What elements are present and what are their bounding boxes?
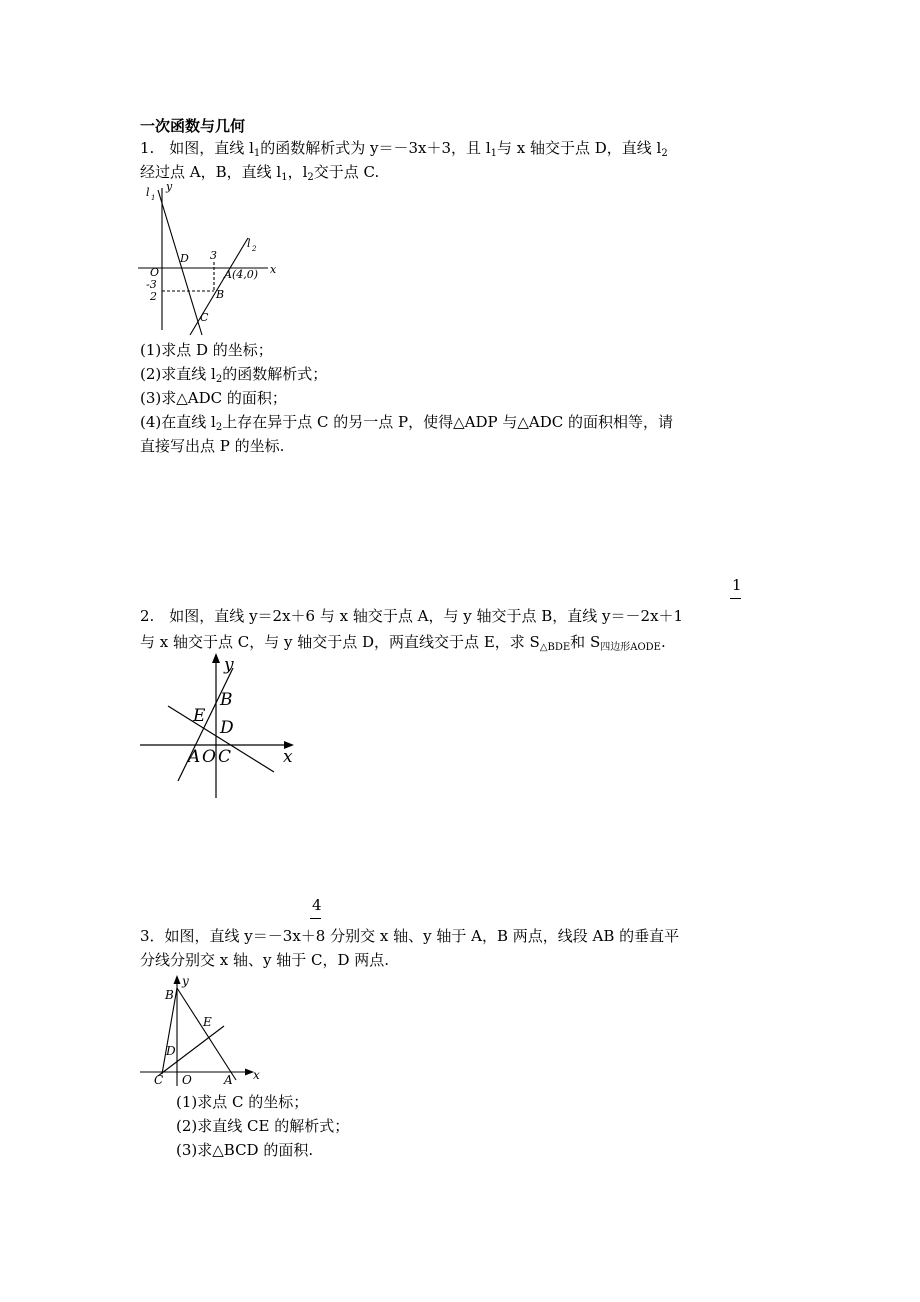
label-l1-sub: 1 [151,194,156,202]
problem-1-q1: (1)求点 D 的坐标； [140,341,273,359]
problem-3-line-2: 分线分别交 x 轴、y 轴于 C，D 两点. [140,951,390,969]
problem-3-q2: (2)求直线 CE 的解析式； [176,1117,350,1135]
label-x: x [253,1068,260,1082]
label-3: 3 [210,249,217,262]
problem-3-frac-num: 4 [312,896,322,914]
line-AB [177,988,236,1080]
label-A-coord: (4,0) [232,268,259,281]
label-E: E [193,706,206,726]
label-l1: l [146,186,150,199]
label-l2: l [247,237,251,250]
figure-1 [136,180,286,340]
label-E: E [203,1015,212,1029]
problem-1-q3: (3)求△ADC 的面积； [140,389,287,407]
label-D: D [220,718,234,738]
label-x: x [270,263,277,276]
problem-2-frac-num: 1 [732,576,742,594]
label-A: A [224,1073,233,1087]
label-A: A [224,268,232,281]
problem-2-frac-bar [730,598,741,599]
problem-2-line-2: 与 x 轴交于点 C，与 y 轴交于点 D，两直线交于点 E，求 $S_{\triangle BDE}$和 $S_{四边形AODE}$. [140,633,666,653]
y-axis-arrow [212,653,220,663]
problem-1-line-1: 1. 如图，直线 $l_1$的函数解析式为 y＝－3x＋3，且 $l_1$与 x 轴交于点 D，直线 $l_2$ [140,139,668,159]
problem-1-q2: (2)求直线 $l_2$的函数解析式； [140,365,328,385]
problem-1-q4-a: (4)在直线 $l_2$上存在异于点 C 的另一点 P，使得△ADP 与△ADC 的面积相等，请 [140,413,673,433]
label-x: x [283,747,293,767]
problem-2-line-1: 2. 如图，直线 y＝2x＋6 与 x 轴交于点 A，与 y 轴交于点 B，直线 y＝－2x＋1 [140,607,684,625]
label-B: B [216,288,225,301]
label-O: O [202,747,216,767]
label-y: y [224,655,234,675]
figure-3 [136,968,266,1090]
problem-3-line-1: 3．如图，直线 y＝－3x＋8 分别交 x 轴、y 轴于 A，B 两点，线段 AB 的垂直平 [140,927,680,945]
figure-2 [136,648,306,803]
section-heading: 一次函数与几何 [140,117,246,135]
problem-3-q3: (3)求△BCD 的面积. [176,1141,314,1159]
label-minus3-den: 2 [150,290,157,303]
problem-1-line-2: 经过点 A，B，直线 $l_1$，$l_2$交于点 C. [140,163,380,183]
label-B: B [220,690,233,710]
label-O: O [150,266,160,279]
problem-3-frac-bar [310,918,321,919]
label-minus3-num: -3 [146,278,157,291]
label-O: O [182,1073,192,1087]
label-D: D [166,1044,176,1058]
label-y: y [182,974,189,988]
label-A: A [188,747,201,767]
label-l2-sub: 2 [252,245,257,253]
y-axis-arrow [174,975,181,984]
line-l2 [190,238,248,335]
label-C: C [200,311,209,324]
problem-1-q4-b: 直接写出点 P 的坐标. [140,437,285,455]
label-B: B [165,988,174,1002]
label-y: y [166,180,173,193]
label-C: C [218,747,232,767]
label-C: C [154,1073,164,1087]
label-D: D [180,252,189,265]
problem-3-q1: (1)求点 C 的坐标； [176,1093,309,1111]
